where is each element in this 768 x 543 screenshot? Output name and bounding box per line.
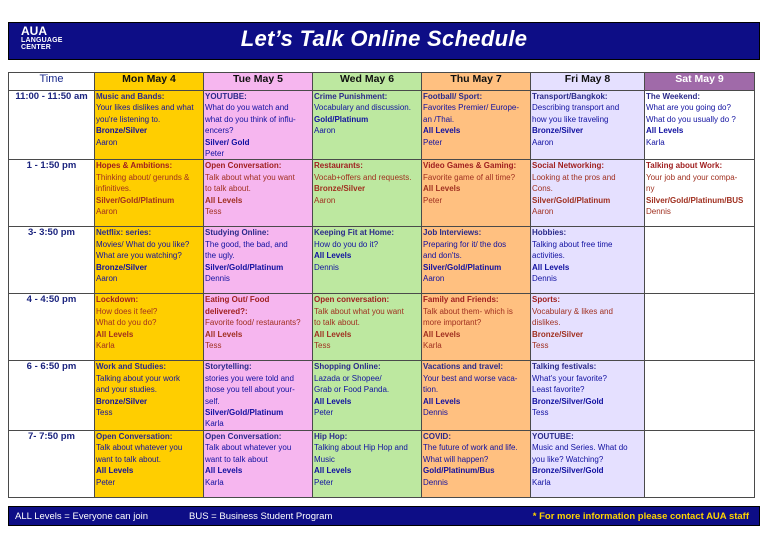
session-desc2: and don'ts.	[423, 251, 462, 261]
session-cell-wed	[313, 430, 422, 497]
session-title: Netflix: series:	[96, 228, 152, 238]
session-desc2: you like? Watching?	[532, 454, 604, 464]
session-desc1: Your likes dislikes and what	[96, 103, 194, 113]
schedule-row	[9, 160, 755, 227]
session-title: Music and Bands:	[96, 92, 165, 101]
session-teacher: Dennis	[646, 207, 671, 217]
session-desc2: to talk about.	[314, 318, 360, 328]
column-header-wed: Wed May 6	[313, 73, 422, 91]
session-teacher: Karla	[423, 341, 442, 351]
session-title: YOUTUBE:	[205, 92, 247, 101]
session-desc1: Talking about Hip Hop and	[314, 443, 408, 453]
session-desc2: What will happen?	[423, 454, 489, 464]
session-title: Lockdown:	[96, 295, 139, 305]
session-desc2: those you tell about your-	[205, 385, 295, 395]
session-desc2: Cons.	[532, 184, 553, 194]
session-title: Vacations and travel:	[423, 362, 504, 372]
session-cell-thu	[422, 91, 531, 160]
time-slot: 6 - 6:50 pm	[9, 361, 95, 430]
session-desc1: Preparing for it/ the dos	[423, 239, 507, 249]
session-title: Talking festivals:	[532, 362, 597, 372]
session-desc3: self.	[205, 396, 220, 406]
session-title: Eating Out/ Food delivered?:	[205, 295, 270, 316]
time-slot: 7- 7:50 pm	[9, 430, 95, 497]
session-teacher: Aaron	[96, 137, 118, 147]
session-title: Family and Friends:	[423, 295, 499, 305]
session-desc2: Music	[314, 454, 335, 464]
session-cell-tue	[204, 361, 313, 430]
session-level: Bronze/Silver	[96, 126, 148, 136]
column-header-time: Time	[9, 73, 95, 91]
session-cell-wed	[313, 91, 422, 160]
session-teacher: Peter	[314, 408, 334, 418]
session-desc1: Vocabulary and discussion.	[314, 103, 411, 113]
session-level: All Levels	[96, 466, 134, 476]
session-title: Crime Punishment:	[314, 92, 388, 101]
contact-note: * For more information please contact AUA staff	[532, 511, 749, 522]
session-level: Gold/Platinum/Bus	[423, 466, 495, 476]
session-cell-sat	[645, 294, 755, 361]
session-title: Shopping Online:	[314, 362, 381, 372]
session-title: Transport/Bangkok:	[532, 92, 608, 101]
session-title: Job Interviews:	[423, 228, 482, 238]
session-title: Talking about Work:	[646, 161, 723, 171]
session-title: Football/ Sport:	[423, 92, 483, 101]
session-level: Bronze/Silver/Gold	[532, 396, 604, 406]
session-level: All Levels	[205, 466, 243, 476]
session-desc2: tion.	[423, 385, 439, 395]
session-desc1: Vocab+offers and requests.	[314, 172, 412, 182]
session-level: All Levels	[205, 329, 243, 339]
session-level: Silver/Gold/Platinum	[205, 408, 284, 418]
session-cell-mon	[95, 430, 204, 497]
session-level: Bronze/Silver/Gold	[532, 466, 604, 476]
session-teacher: Tess	[532, 408, 549, 418]
session-teacher: Peter	[96, 477, 116, 487]
session-level: All Levels	[96, 329, 134, 339]
session-cell-mon	[95, 227, 204, 294]
session-cell-sat	[645, 361, 755, 430]
session-cell-tue	[204, 227, 313, 294]
session-level: Bronze/Silver	[96, 262, 148, 272]
session-teacher: Dennis	[423, 477, 448, 487]
session-cell-sat	[645, 227, 755, 294]
session-level: All Levels	[423, 329, 461, 339]
session-title: Hobbies:	[532, 228, 567, 238]
levels-note: ALL Levels = Everyone can join	[15, 511, 148, 522]
session-teacher: Aaron	[532, 207, 554, 217]
session-desc2: want to talk about.	[96, 454, 161, 464]
session-desc2: you're listening to.	[96, 114, 161, 124]
session-teacher: Karla	[205, 477, 224, 487]
session-desc2: how you like traveling	[532, 114, 609, 124]
session-level: All Levels	[314, 251, 352, 261]
session-title: Studying Online:	[205, 228, 269, 238]
session-teacher: Dennis	[314, 262, 339, 272]
session-desc2: ny	[646, 184, 655, 194]
session-desc1: Talk about whatever you	[96, 443, 183, 453]
session-title: Hip Hop:	[314, 431, 348, 441]
session-desc1: What are you going do?	[646, 103, 731, 113]
session-desc2: the ugly.	[205, 251, 235, 261]
logo-main: AUA	[21, 24, 47, 38]
session-level: Bronze/Silver	[532, 329, 584, 339]
session-desc2: an /Thai.	[423, 114, 455, 124]
session-desc1: Vocabulary & likes and	[532, 306, 613, 316]
session-teacher: Aaron	[314, 126, 336, 136]
session-desc1: Thinking about/ gerunds &	[96, 172, 190, 182]
session-title: COVID:	[423, 431, 451, 441]
session-teacher: Tess	[205, 341, 222, 351]
session-cell-tue	[204, 294, 313, 361]
page-title: Let’s Talk Online Schedule	[240, 26, 528, 51]
session-title: Restaurants:	[314, 161, 363, 171]
session-desc2: Grab or Food Panda.	[314, 385, 390, 395]
session-teacher: Dennis	[205, 274, 230, 284]
session-cell-sat	[645, 430, 755, 497]
session-desc2: Least favorite?	[532, 385, 585, 395]
session-cell-sat	[645, 160, 755, 227]
session-level: All Levels	[314, 396, 352, 406]
session-title: Hopes & Ambitions:	[96, 161, 173, 171]
time-slot: 3- 3:50 pm	[9, 227, 95, 294]
session-title: Video Games & Gaming:	[423, 161, 517, 171]
session-cell-wed	[313, 227, 422, 294]
session-desc1: Looking at the pros and	[532, 172, 616, 182]
session-desc3: encers?	[205, 126, 234, 136]
session-desc2: What do you usually do ?	[646, 114, 736, 124]
session-title: Work and Studies:	[96, 362, 167, 372]
session-teacher: Aaron	[96, 207, 118, 217]
session-desc1: Talk about them- which is	[423, 306, 513, 316]
session-desc1: How do you do it?	[314, 239, 379, 249]
session-cell-thu	[422, 294, 531, 361]
session-title: Open conversation:	[314, 295, 390, 305]
session-level: Bronze/Silver	[314, 184, 366, 194]
time-slot: 1 - 1:50 pm	[9, 160, 95, 227]
session-title: Storytelling:	[205, 362, 252, 372]
session-teacher: Karla	[646, 137, 665, 147]
session-title: The Weekend:	[646, 92, 701, 101]
session-desc2: infinitives.	[96, 184, 132, 194]
session-level: All Levels	[314, 466, 352, 476]
session-teacher: Tess	[532, 341, 549, 351]
session-desc1: stories you were told and	[205, 373, 294, 383]
session-desc1: Your best and worse vaca-	[423, 373, 518, 383]
schedule-row	[9, 430, 755, 497]
time-slot: 11:00 - 11:50 am	[9, 91, 95, 160]
session-cell-fri	[531, 361, 645, 430]
session-desc2: What do you do?	[96, 318, 157, 328]
column-header-thu: Thu May 7	[422, 73, 531, 91]
session-desc1: What's your favorite?	[532, 373, 607, 383]
schedule-row	[9, 227, 755, 294]
schedule-row	[9, 294, 755, 361]
session-desc1: How does it feel?	[96, 306, 158, 316]
session-cell-fri	[531, 294, 645, 361]
session-title: Open Conversation:	[205, 161, 282, 171]
session-cell-thu	[422, 430, 531, 497]
session-cell-wed	[313, 294, 422, 361]
session-level: All Levels	[646, 126, 684, 136]
session-cell-fri	[531, 430, 645, 497]
session-cell-wed	[313, 160, 422, 227]
session-teacher: Karla	[96, 341, 115, 351]
header-row	[9, 73, 755, 91]
footer-banner	[8, 506, 760, 526]
session-teacher: Tess	[314, 341, 331, 351]
session-teacher: Peter	[314, 477, 334, 487]
session-desc2: What are you watching?	[96, 251, 182, 261]
column-header-mon: Mon May 4	[95, 73, 204, 91]
session-title: Sports:	[532, 295, 560, 305]
session-desc1: Describing transport and	[532, 103, 620, 113]
session-desc1: Lazada or Shopee/	[314, 373, 382, 383]
session-cell-mon	[95, 160, 204, 227]
session-cell-thu	[422, 361, 531, 430]
session-desc2: and your studies.	[96, 385, 157, 395]
logo-line-1: LANGUAGE	[21, 37, 63, 44]
session-desc1: Favorites Premier/ Europe-	[423, 103, 520, 113]
session-desc1: Favorite game of all time?	[423, 172, 516, 182]
session-cell-tue	[204, 160, 313, 227]
session-cell-sat	[645, 91, 755, 160]
session-level: All Levels	[423, 126, 461, 136]
session-desc1: Talking about free time	[532, 239, 613, 249]
session-teacher: Peter	[423, 137, 443, 147]
schedule-row	[9, 91, 755, 160]
session-desc2: to talk about.	[205, 184, 251, 194]
session-level: Silver/Gold/Platinum/BUS	[646, 195, 744, 205]
schedule-row	[9, 361, 755, 430]
session-cell-tue	[204, 430, 313, 497]
header-banner	[8, 22, 760, 60]
column-header-tue: Tue May 5	[204, 73, 313, 91]
session-desc2: activities.	[532, 251, 565, 261]
session-title: YOUTUBE:	[532, 431, 574, 441]
session-level: All Levels	[314, 329, 352, 339]
session-teacher: Karla	[205, 419, 224, 429]
column-header-fri: Fri May 8	[531, 73, 645, 91]
session-desc1: Talk about what you want	[205, 172, 295, 182]
session-title: Social Networking:	[532, 161, 605, 171]
session-cell-fri	[531, 227, 645, 294]
session-desc2: want to talk about	[205, 454, 268, 464]
session-level: Bronze/Silver	[96, 396, 148, 406]
session-teacher: Dennis	[532, 274, 557, 284]
session-teacher: Tess	[96, 408, 113, 418]
session-teacher: Aaron	[423, 274, 445, 284]
session-teacher: Dennis	[423, 408, 448, 418]
session-level: All Levels	[532, 262, 570, 272]
session-cell-mon	[95, 91, 204, 160]
session-title: Open Conversation:	[96, 431, 173, 441]
session-desc1: The good, the bad, and	[205, 239, 288, 249]
session-cell-wed	[313, 361, 422, 430]
session-cell-thu	[422, 160, 531, 227]
session-teacher: Karla	[532, 477, 551, 487]
session-desc1: Music and Series. What do	[532, 443, 628, 453]
session-teacher: Tess	[205, 207, 222, 217]
bus-note: BUS = Business Student Program	[189, 511, 333, 522]
session-cell-mon	[95, 294, 204, 361]
session-level: Gold/Platinum	[314, 114, 369, 124]
session-teacher: Peter	[205, 149, 225, 159]
session-teacher: Peter	[423, 195, 443, 205]
session-teacher: Aaron	[96, 274, 118, 284]
session-cell-fri	[531, 160, 645, 227]
session-title: Open Conversation:	[205, 431, 282, 441]
session-desc1: Favorite food/ restaurants?	[205, 318, 301, 328]
logo-line-2: CENTER	[21, 44, 51, 51]
session-level: All Levels	[423, 184, 461, 194]
session-level: Silver/Gold/Platinum	[96, 195, 175, 205]
session-desc1: Talk about what you want	[314, 306, 404, 316]
session-cell-tue	[204, 91, 313, 160]
session-desc1: Talking about your work	[96, 373, 181, 383]
session-level: Silver/Gold/Platinum	[423, 262, 502, 272]
session-level: Bronze/Silver	[532, 126, 584, 136]
session-desc2: dislikes.	[532, 318, 561, 328]
session-level: All Levels	[205, 195, 243, 205]
session-level: Silver/Gold/Platinum	[205, 262, 284, 272]
session-desc1: Talk about whatever you	[205, 443, 292, 453]
session-teacher: Aaron	[532, 137, 554, 147]
session-desc1: Your job and your compa-	[646, 172, 738, 182]
session-cell-mon	[95, 361, 204, 430]
session-title: Keeping Fit at Home:	[314, 228, 395, 238]
session-level: All Levels	[423, 396, 461, 406]
session-cell-thu	[422, 227, 531, 294]
session-desc1: Movies/ What do you like?	[96, 239, 190, 249]
session-level: Silver/Gold/Platinum	[532, 195, 611, 205]
time-slot: 4 - 4:50 pm	[9, 294, 95, 361]
session-teacher: Aaron	[314, 195, 336, 205]
session-desc2: more important?	[423, 318, 482, 328]
session-level: Silver/ Gold	[205, 137, 250, 147]
session-desc1: The future of work and life.	[423, 443, 518, 453]
column-header-sat: Sat May 9	[645, 73, 755, 91]
schedule-table	[8, 72, 755, 498]
session-desc2: what do you think of influ-	[205, 114, 296, 124]
session-cell-fri	[531, 91, 645, 160]
session-desc1: What do you watch and	[205, 103, 289, 113]
